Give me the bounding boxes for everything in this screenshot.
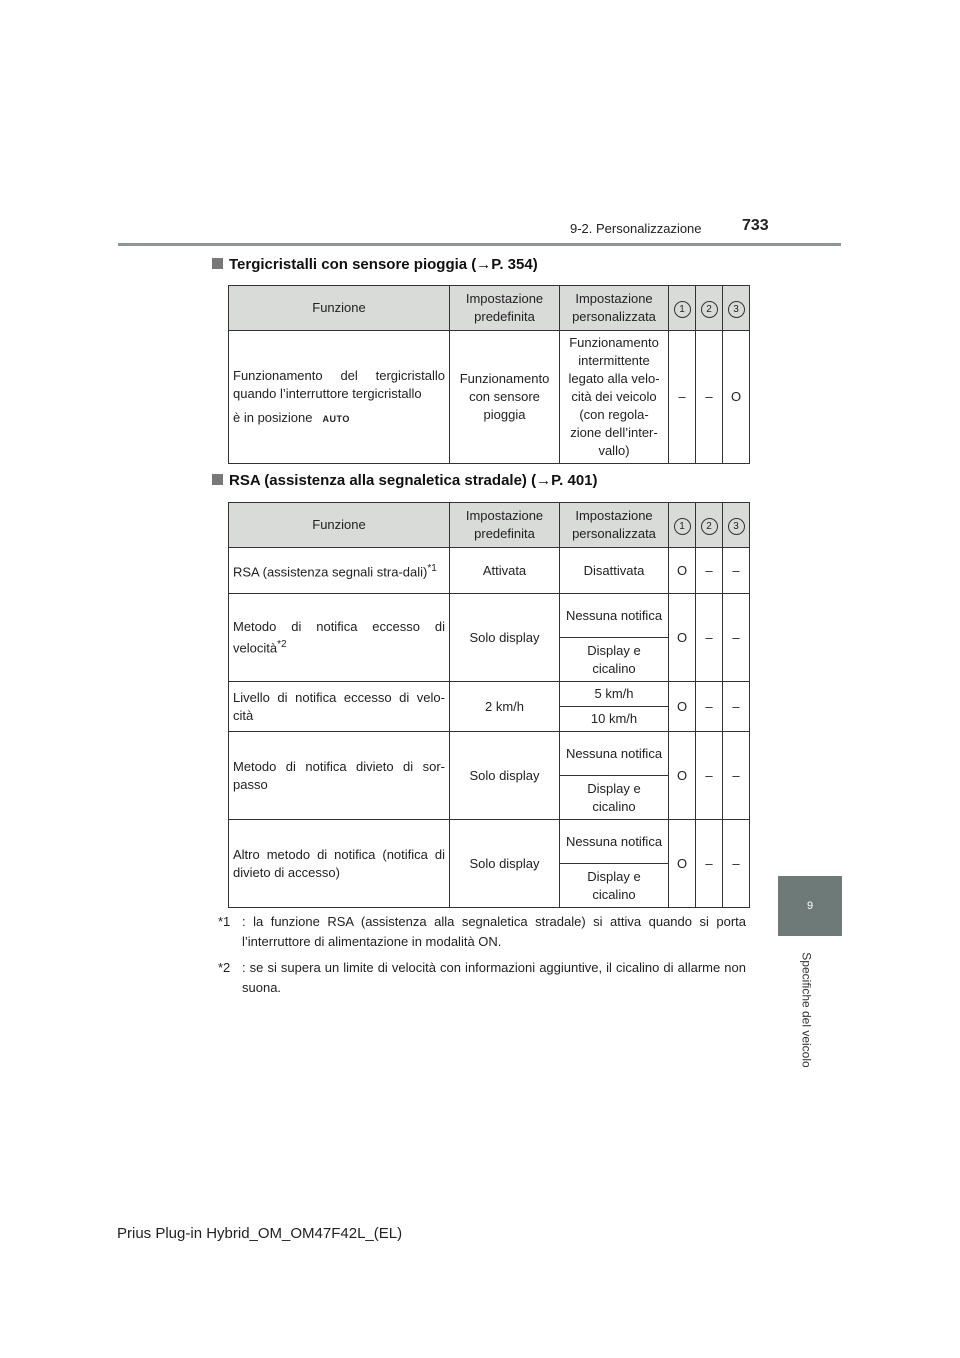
mark-cell: O <box>669 682 696 732</box>
table-row <box>229 682 750 707</box>
default-cell: Solo display <box>450 820 560 908</box>
custom-cell: Disattivata <box>560 548 669 594</box>
auto-position-icon: AUTO <box>322 413 350 424</box>
chapter-tab-title <box>775 940 839 1080</box>
bullet-square-icon <box>212 258 223 269</box>
custom-cell: 5 km/h <box>560 682 669 707</box>
mark-cell: – <box>696 594 723 682</box>
header-custom: Impostazione personalizzata <box>560 503 669 548</box>
circled-number-2: 2 <box>701 301 718 318</box>
header-function: Funzione <box>229 503 450 548</box>
section-heading-text: Tergicristalli con sensore pioggia (→P. 354) <box>229 256 538 273</box>
section-heading-text: RSA (assistenza alla segnaletica stradale) (→P. 401) <box>229 472 598 489</box>
custom-cell: Display e cicalino <box>560 864 669 908</box>
mark-cell: – <box>696 548 723 594</box>
default-cell: Attivata <box>450 548 560 594</box>
header-col3 <box>723 503 750 548</box>
table-row <box>229 594 750 638</box>
footnote-mark: *2 <box>218 960 231 975</box>
page-number: 733 <box>742 217 769 234</box>
mark-cell: – <box>696 331 723 464</box>
function-cell: Metodo di notifica divieto di sor-passo <box>229 732 450 820</box>
mark-cell: – <box>696 682 723 732</box>
mark-cell: – <box>696 732 723 820</box>
mark-cell: – <box>723 594 750 682</box>
function-cell <box>229 331 450 464</box>
custom-cell: Display e cicalino <box>560 638 669 682</box>
table-row <box>229 820 750 864</box>
rsa-settings-table <box>228 502 750 908</box>
footnote-text: : se si supera un limite di velocità con informazioni aggiuntive, il cicalino di allarme non suona. <box>242 960 746 995</box>
circled-number-3: 3 <box>728 301 745 318</box>
default-cell: Funzionamento con sensore pioggia <box>450 331 560 464</box>
default-cell: 2 km/h <box>450 682 560 732</box>
table-row <box>229 732 750 776</box>
mark-cell: – <box>723 682 750 732</box>
bullet-square-icon <box>212 474 223 485</box>
mark-cell: O <box>669 732 696 820</box>
table-row <box>229 331 750 464</box>
function-text: RSA (assistenza segnali stra-dali) <box>233 564 428 580</box>
section-heading-rsa <box>212 472 598 489</box>
function-cell: Altro metodo di notifica (notifica di divieto di accesso) <box>229 820 450 908</box>
wiper-settings-table <box>228 285 750 464</box>
header-section-title: 9-2. Personalizzazione <box>570 221 702 236</box>
header-col1 <box>669 286 696 331</box>
circled-number-2: 2 <box>701 518 718 535</box>
mark-cell: – <box>669 331 696 464</box>
custom-cell: Nessuna notifica <box>560 594 669 638</box>
table-row <box>229 548 750 594</box>
function-cell: Livello di notifica eccesso di velo-cità <box>229 682 450 732</box>
function-text: Funzionamento del tergicristallo quando l’interruttore tergicristallo <box>233 367 445 401</box>
circled-number-3: 3 <box>728 518 745 535</box>
circled-number-1: 1 <box>674 518 691 535</box>
function-cell <box>229 594 450 682</box>
footnote-2 <box>218 958 746 998</box>
chapter-tab-number: 9 <box>778 876 842 936</box>
mark-cell: O <box>723 331 750 464</box>
function-text-continued: è in posizione <box>233 409 313 425</box>
footnote-1 <box>218 912 746 952</box>
mark-cell: – <box>723 732 750 820</box>
mark-cell: O <box>669 820 696 908</box>
header-default: Impostazione predefinita <box>450 286 560 331</box>
mark-cell: O <box>669 548 696 594</box>
chapter-tab-title-text: Specifiche del veicolo <box>800 952 814 1068</box>
footnote-mark: *1 <box>218 914 231 929</box>
header-col1 <box>669 503 696 548</box>
header-col3 <box>723 286 750 331</box>
mark-cell: O <box>669 594 696 682</box>
table-header-row <box>229 503 750 548</box>
mark-cell: – <box>723 820 750 908</box>
header-function: Funzione <box>229 286 450 331</box>
footnote-text: : la funzione RSA (assistenza alla segnaletica stradale) si attiva quando si porta l’interruttore di alimentazione in modalità ON. <box>242 914 746 949</box>
default-cell: Solo display <box>450 594 560 682</box>
section-heading-rain-wipers <box>212 256 538 273</box>
function-cell <box>229 548 450 594</box>
document-footer: Prius Plug-in Hybrid_OM_OM47F42L_(EL) <box>117 1225 403 1242</box>
header-default: Impostazione predefinita <box>450 503 560 548</box>
header-col2 <box>696 286 723 331</box>
header-divider <box>118 243 841 246</box>
footnote-ref: *2 <box>277 638 287 650</box>
custom-cell: Funzionamento intermittente legato alla velo-cità dei veicolo (con regola-zione dell’inter-vallo) <box>560 331 669 464</box>
header-col2 <box>696 503 723 548</box>
header-custom: Impostazione personalizzata <box>560 286 669 331</box>
custom-cell: Nessuna notifica <box>560 820 669 864</box>
circled-number-1: 1 <box>674 301 691 318</box>
function-text: Metodo di notifica eccesso di velocità <box>233 618 445 656</box>
footnote-ref: *1 <box>427 562 437 574</box>
mark-cell: – <box>696 820 723 908</box>
table-header-row <box>229 286 750 331</box>
custom-cell: Display e cicalino <box>560 776 669 820</box>
custom-cell: 10 km/h <box>560 707 669 732</box>
mark-cell: – <box>723 548 750 594</box>
default-cell: Solo display <box>450 732 560 820</box>
custom-cell: Nessuna notifica <box>560 732 669 776</box>
